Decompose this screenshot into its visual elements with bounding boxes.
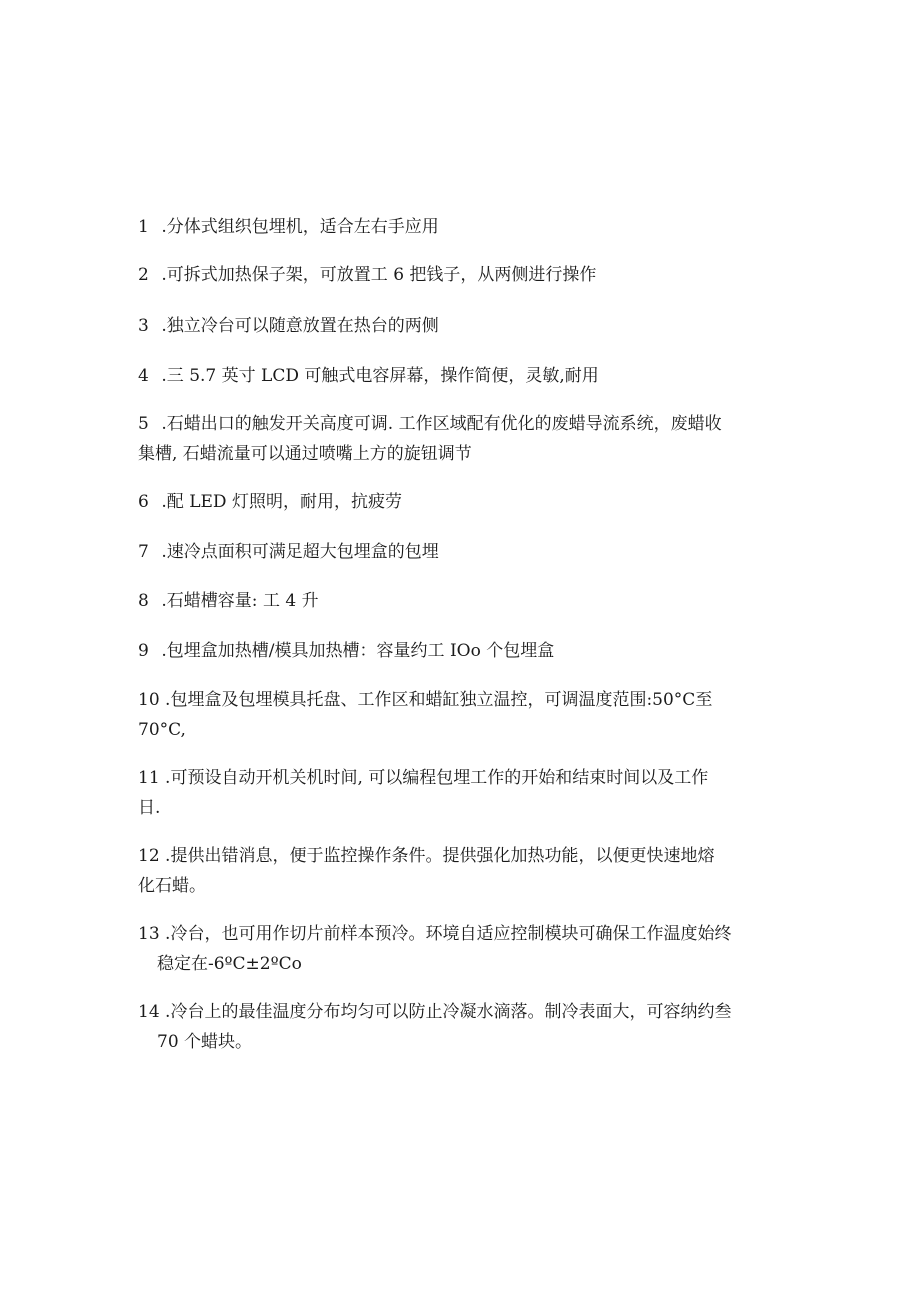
item-text: .分体式组织包埋机，适合左右手应用 [161,217,439,237]
item-number: 12 [138,846,160,866]
item-number: 11 [138,768,160,788]
item-text-continuation: 集槽, 石蜡流量可以通过喷嘴上方的旋钮调节 [138,444,472,464]
item-text: .可拆式加热保子架，可放置工 6 把钱子，从两侧进行操作 [161,265,597,285]
item-text: .石蜡出口的触发开关高度可调. 工作区域配有优化的废蜡导流系统，废蜡收 [161,414,722,434]
list-item-7 [138,537,788,567]
item-text-continuation: 稳定在-6ºC±2ºCo [157,954,302,974]
item-number: 8 [138,591,149,611]
item-text: .可预设自动开机关机时间, 可以编程包埋工作的开始和结束时间以及工作 [165,768,709,788]
item-text: .提供出错消息，便于监控操作条件。提供强化加热功能，以便更快速地熔 [165,846,715,866]
item-text-continuation: 化石蜡。 [138,876,206,896]
item-number: 2 [138,265,149,285]
item-text: .冷台，也可用作切片前样本预冷。环境自适应控制模块可确保工作温度始终 [165,924,732,944]
item-text: .速冷点面积可满足超大包埋盒的包埋 [161,542,439,562]
list-item-8 [138,586,788,616]
item-number: 10 [138,690,160,710]
list-item-14 [138,997,788,1057]
item-text: .三 5.7 英寸 LCD 可触式电容屏幕，操作简便，灵敏,耐用 [161,366,599,386]
item-text-continuation: 70 个蜡块。 [157,1032,253,1052]
list-item-3 [138,311,788,341]
item-text: .包埋盒加热槽/模具加热槽：容量约工 IOo 个包埋盒 [161,641,555,661]
item-text: .包埋盒及包埋模具托盘、工作区和蜡缸独立温控，可调温度范围:50°C至 [165,690,713,710]
item-number: 5 [138,414,149,434]
item-number: 1 [138,217,149,237]
item-text-continuation: 70°C, [138,720,186,740]
item-number: 6 [138,492,149,512]
item-number: 7 [138,542,149,562]
item-text: .冷台上的最佳温度分布均匀可以防止冷凝水滴落。制冷表面大，可容纳约叁 [165,1002,732,1022]
item-text: .石蜡槽容量: 工 4 升 [161,591,319,611]
item-text: .配 LED 灯照明，耐用，抗疲劳 [161,492,402,512]
item-text-continuation: 日. [138,798,161,818]
item-number: 4 [138,366,149,386]
item-text: .独立冷台可以随意放置在热台的两侧 [161,316,439,336]
list-item-10 [138,685,788,745]
list-item-6 [138,487,788,517]
list-item-5 [138,409,788,469]
list-item-9 [138,636,788,666]
list-item-13 [138,919,788,979]
item-number: 13 [138,924,160,944]
item-number: 14 [138,1002,160,1022]
list-item-11 [138,763,788,823]
item-number: 9 [138,641,149,661]
list-item-12 [138,841,788,901]
list-item-2 [138,260,788,290]
item-number: 3 [138,316,149,336]
list-item-4 [138,361,788,391]
list-item-1 [138,212,788,242]
